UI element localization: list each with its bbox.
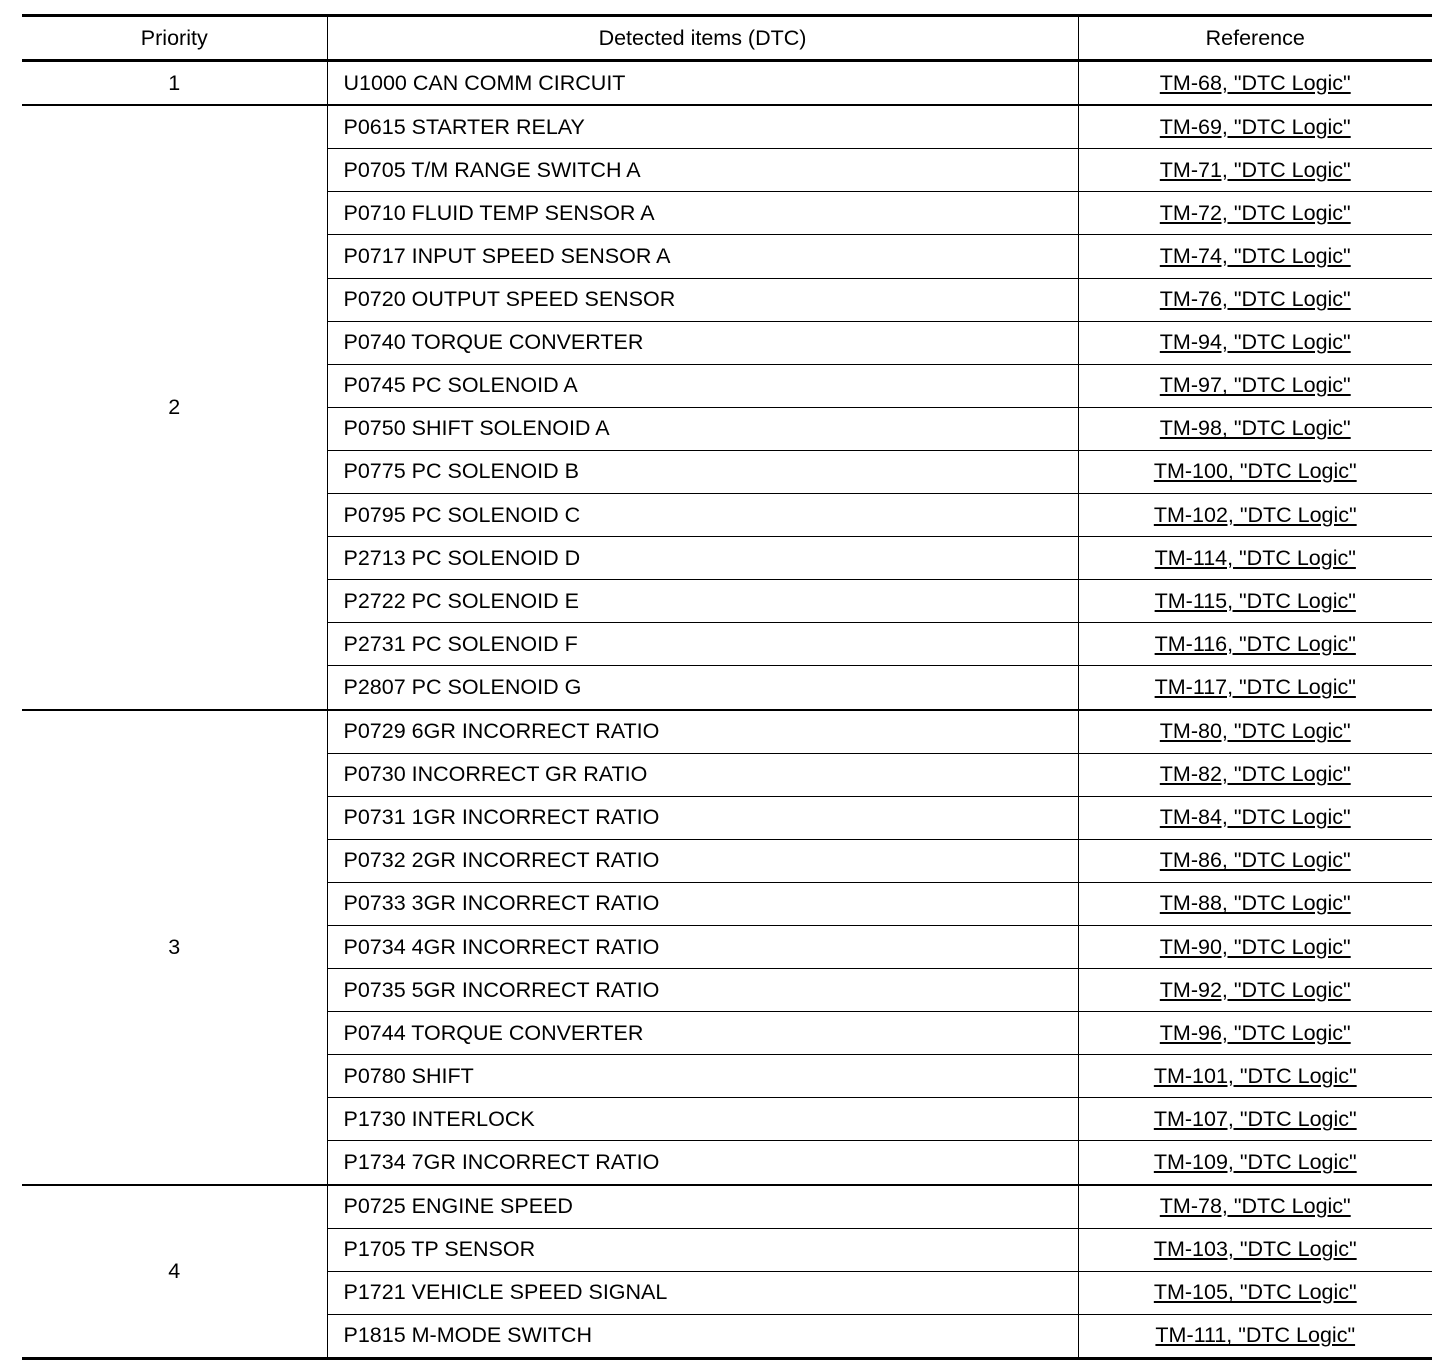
reference-link[interactable]: TM-78, "DTC Logic" [1159,1194,1351,1219]
reference-cell [1078,192,1432,235]
dtc-item-cell: P0615 STARTER RELAY [327,105,1078,149]
reference-cell [1078,407,1432,450]
reference-cell [1078,321,1432,364]
reference-link[interactable]: TM-90, "DTC Logic" [1159,934,1351,959]
reference-link[interactable]: TM-69, "DTC Logic" [1159,114,1351,139]
reference-cell [1078,1098,1432,1141]
dtc-item-cell: P2722 PC SOLENOID E [327,580,1078,623]
priority-cell: 4 [22,1185,327,1359]
dtc-item-cell: P2731 PC SOLENOID F [327,623,1078,666]
reference-cell [1078,580,1432,623]
reference-cell [1078,969,1432,1012]
dtc-item-cell: P1734 7GR INCORRECT RATIO [327,1141,1078,1185]
reference-cell [1078,839,1432,882]
dtc-item-cell: P0725 ENGINE SPEED [327,1185,1078,1229]
reference-link[interactable]: TM-114, "DTC Logic" [1154,545,1356,570]
reference-cell [1078,1141,1432,1185]
dtc-item-cell: P0735 5GR INCORRECT RATIO [327,969,1078,1012]
reference-link[interactable]: TM-97, "DTC Logic" [1159,373,1351,398]
priority-cell: 3 [22,710,327,1185]
table-row [22,710,1432,754]
reference-cell [1078,623,1432,666]
reference-link[interactable]: TM-98, "DTC Logic" [1159,416,1351,441]
dtc-item-cell: P0720 OUTPUT SPEED SENSOR [327,278,1078,321]
reference-link[interactable]: TM-88, "DTC Logic" [1159,891,1351,916]
reference-link[interactable]: TM-116, "DTC Logic" [1154,631,1356,656]
reference-cell [1078,235,1432,278]
dtc-priority-table [22,14,1432,1360]
table-body [22,61,1432,1359]
reference-link[interactable]: TM-102, "DTC Logic" [1153,502,1357,527]
dtc-item-cell: P0775 PC SOLENOID B [327,450,1078,493]
reference-link[interactable]: TM-103, "DTC Logic" [1153,1237,1357,1262]
header-priority: Priority [22,16,327,61]
dtc-item-cell: P0729 6GR INCORRECT RATIO [327,710,1078,754]
dtc-item-cell: P0795 PC SOLENOID C [327,494,1078,537]
table-header [22,16,1432,61]
reference-link[interactable]: TM-96, "DTC Logic" [1159,1020,1351,1045]
reference-link[interactable]: TM-117, "DTC Logic" [1154,674,1356,699]
dtc-item-cell: P0734 4GR INCORRECT RATIO [327,925,1078,968]
reference-cell [1078,1185,1432,1229]
reference-cell [1078,1012,1432,1055]
reference-cell [1078,105,1432,149]
dtc-item-cell: P0705 T/M RANGE SWITCH A [327,149,1078,192]
reference-cell [1078,1228,1432,1271]
dtc-item-cell: P1705 TP SENSOR [327,1228,1078,1271]
reference-link[interactable]: TM-71, "DTC Logic" [1159,157,1351,182]
reference-link[interactable]: TM-100, "DTC Logic" [1153,459,1357,484]
reference-link[interactable]: TM-111, "DTC Logic" [1155,1323,1356,1348]
header-reference: Reference [1078,16,1432,61]
reference-link[interactable]: TM-76, "DTC Logic" [1159,287,1351,312]
reference-cell [1078,882,1432,925]
reference-cell [1078,537,1432,580]
header-detected-items: Detected items (DTC) [327,16,1078,61]
reference-link[interactable]: TM-101, "DTC Logic" [1153,1063,1357,1088]
reference-cell [1078,1055,1432,1098]
dtc-item-cell: P0733 3GR INCORRECT RATIO [327,882,1078,925]
reference-cell [1078,364,1432,407]
reference-link[interactable]: TM-74, "DTC Logic" [1159,244,1351,269]
dtc-item-cell: P0710 FLUID TEMP SENSOR A [327,192,1078,235]
reference-cell [1078,710,1432,754]
dtc-item-cell: P0730 INCORRECT GR RATIO [327,753,1078,796]
header-row [22,16,1432,61]
reference-cell [1078,666,1432,710]
table-row [22,61,1432,106]
reference-cell [1078,494,1432,537]
priority-cell: 2 [22,105,327,709]
dtc-item-cell: P1815 M-MODE SWITCH [327,1314,1078,1358]
dtc-item-cell: P0732 2GR INCORRECT RATIO [327,839,1078,882]
reference-link[interactable]: TM-84, "DTC Logic" [1159,805,1351,830]
reference-link[interactable]: TM-82, "DTC Logic" [1159,762,1351,787]
table-row [22,1185,1432,1229]
reference-cell [1078,149,1432,192]
reference-link[interactable]: TM-107, "DTC Logic" [1153,1106,1357,1131]
reference-link[interactable]: TM-115, "DTC Logic" [1154,588,1356,613]
priority-cell: 1 [22,61,327,106]
reference-cell [1078,925,1432,968]
reference-link[interactable]: TM-94, "DTC Logic" [1159,330,1351,355]
reference-cell [1078,61,1432,106]
reference-cell [1078,796,1432,839]
dtc-item-cell: P0744 TORQUE CONVERTER [327,1012,1078,1055]
reference-cell [1078,278,1432,321]
reference-cell [1078,450,1432,493]
dtc-item-cell: P0731 1GR INCORRECT RATIO [327,796,1078,839]
dtc-item-cell: P2807 PC SOLENOID G [327,666,1078,710]
reference-link[interactable]: TM-86, "DTC Logic" [1159,848,1351,873]
dtc-item-cell: P0750 SHIFT SOLENOID A [327,407,1078,450]
dtc-item-cell: P0780 SHIFT [327,1055,1078,1098]
reference-cell [1078,1314,1432,1358]
reference-link[interactable]: TM-105, "DTC Logic" [1153,1280,1357,1305]
dtc-item-cell: P0745 PC SOLENOID A [327,364,1078,407]
reference-link[interactable]: TM-68, "DTC Logic" [1159,70,1351,95]
dtc-item-cell: P1721 VEHICLE SPEED SIGNAL [327,1271,1078,1314]
reference-cell [1078,1271,1432,1314]
dtc-item-cell: P0717 INPUT SPEED SENSOR A [327,235,1078,278]
dtc-item-cell: P2713 PC SOLENOID D [327,537,1078,580]
dtc-item-cell: P1730 INTERLOCK [327,1098,1078,1141]
reference-link[interactable]: TM-80, "DTC Logic" [1159,719,1351,744]
dtc-item-cell: P0740 TORQUE CONVERTER [327,321,1078,364]
dtc-item-cell: U1000 CAN COMM CIRCUIT [327,61,1078,106]
table-row [22,105,1432,149]
reference-link[interactable]: TM-72, "DTC Logic" [1159,200,1351,225]
reference-cell [1078,753,1432,796]
reference-link[interactable]: TM-92, "DTC Logic" [1159,977,1351,1002]
reference-link[interactable]: TM-109, "DTC Logic" [1153,1149,1357,1174]
